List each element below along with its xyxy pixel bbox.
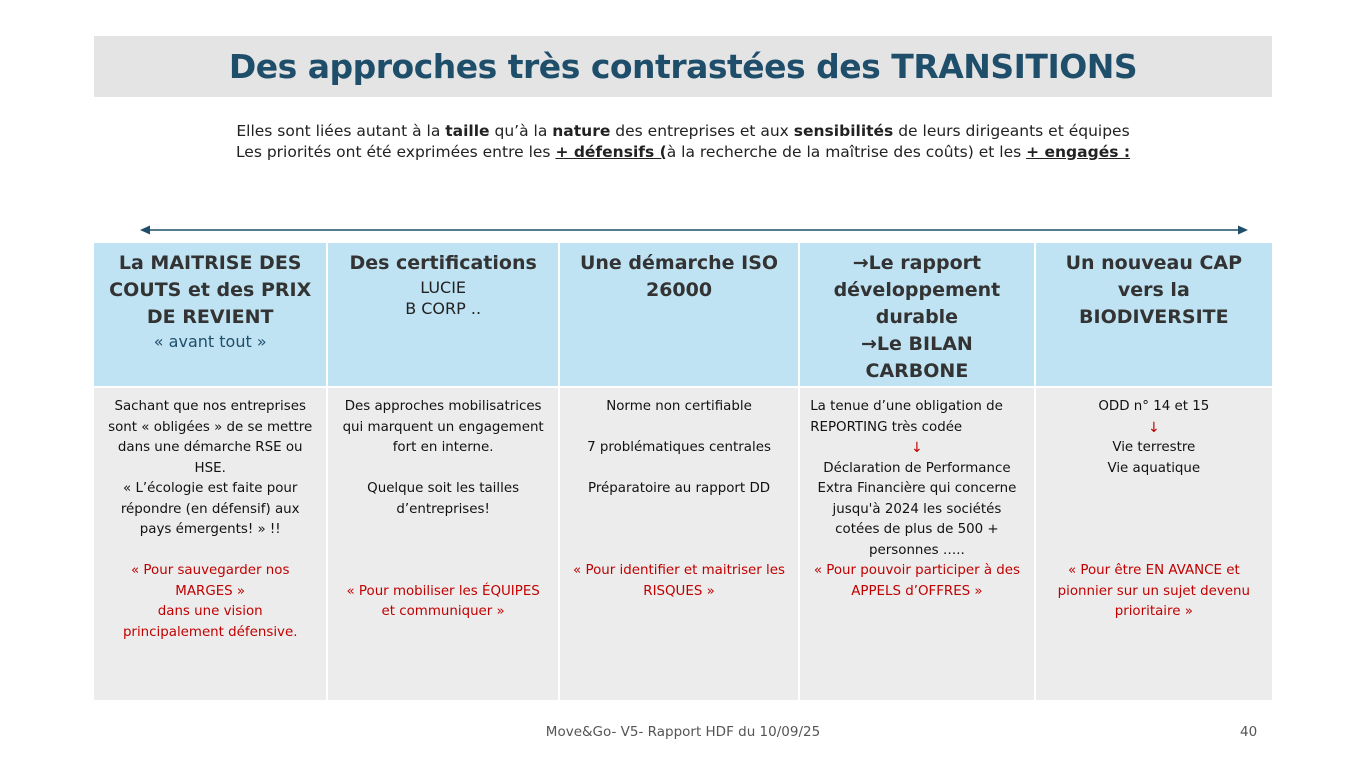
double-arrow-icon — [140, 223, 1248, 237]
column-certifications — [328, 243, 559, 700]
header-subline: LUCIE — [420, 278, 467, 297]
body-line: personnes ….. — [869, 542, 965, 558]
body-line: fort en interne. — [392, 440, 494, 455]
column-body — [800, 388, 1033, 700]
body-line: REPORTING très codée — [810, 419, 963, 435]
column-body — [560, 388, 798, 700]
goal-line: « Pour mobiliser les ÉQUIPES — [346, 583, 540, 599]
column-header — [328, 243, 557, 388]
arrow-down-icon: ↓ — [1147, 419, 1160, 436]
body-line: Des approches mobilisatrices — [344, 399, 542, 414]
subtitle-text: à la recherche de la maîtrise des coûts) et les — [666, 143, 1027, 161]
body-line: Vie aquatique — [1107, 460, 1201, 476]
body-line: pays émergents! » !! — [139, 522, 281, 537]
goal-line: prioritaire » — [1114, 604, 1193, 619]
goal-line: dans une vision — [157, 604, 263, 619]
header-line: durable — [875, 306, 959, 328]
column-header — [94, 243, 326, 388]
goal-line: pionnier sur un sujet devenu — [1057, 583, 1250, 599]
goal-line: et communiquer » — [381, 604, 505, 619]
subtitle-bold: sensibilités — [793, 122, 894, 140]
column-header — [1036, 243, 1272, 388]
subtitle — [94, 121, 1272, 163]
column-iso-26000 — [560, 243, 800, 700]
column-body — [328, 388, 557, 700]
arrow-down-icon: ↓ — [911, 440, 923, 456]
goal-line: « Pour identifier et maitriser les — [573, 563, 785, 578]
subtitle-line-2 — [94, 142, 1272, 163]
subtitle-text: Elles sont liées autant à la — [236, 122, 446, 140]
subtitle-defensifs: + défensifs ( — [555, 143, 667, 161]
subtitle-text: des entreprises et aux — [610, 122, 794, 140]
header-subline: « avant tout » — [153, 332, 267, 351]
column-biodiversite — [1036, 243, 1272, 700]
column-body — [94, 388, 326, 700]
body-line: d’entreprises! — [396, 501, 490, 517]
goal-line: APPELS d’OFFRES » — [851, 583, 983, 599]
body-line: sont « obligées » de se mettre — [108, 419, 313, 435]
header-subline: B CORP .. — [405, 299, 482, 318]
header-line: Une démarche ISO — [579, 252, 779, 274]
header-line: 26000 — [645, 279, 713, 301]
column-rapport-dd — [800, 243, 1035, 700]
header-line: La MAITRISE DES — [118, 252, 302, 274]
header-line: COUTS et des PRIX — [109, 279, 312, 301]
body-line: Déclaration de Performance — [823, 460, 1011, 476]
body-line: qui marquent un engagement — [342, 419, 544, 435]
body-line: Sachant que nos entreprises — [114, 399, 306, 414]
footer-text: Move&Go- V5- Rapport HDF du 10/09/25 — [545, 724, 821, 740]
goal-line: « Pour sauvegarder nos — [130, 563, 290, 578]
body-line: Norme non certifiable — [606, 399, 752, 414]
goal-line: RISQUES » — [643, 583, 715, 599]
goal-line: MARGES » — [175, 583, 246, 599]
subtitle-text: qu’à la — [489, 122, 553, 140]
body-line: La tenue d’une obligation de — [810, 399, 1003, 414]
header-line: →Le rapport — [852, 252, 982, 274]
body-line: Quelque soit les tailles — [367, 481, 520, 496]
header-line: développement — [833, 279, 1001, 301]
subtitle-bold: nature — [552, 122, 611, 140]
header-line: →Le BILAN — [861, 333, 973, 355]
column-header — [800, 243, 1033, 388]
column-header — [560, 243, 798, 388]
body-line: cotées de plus de 500 + — [835, 522, 999, 537]
body-line: Extra Financière qui concerne — [817, 481, 1017, 496]
body-line: jusqu'à 2024 les sociétés — [832, 501, 1002, 517]
header-line: BIODIVERSITE — [1079, 306, 1229, 328]
page-number: 40 — [1240, 724, 1258, 740]
page-title: Des approches très contrastées des TRANSITIONS — [228, 47, 1138, 86]
body-line: « L’écologie est faite pour — [123, 481, 298, 496]
header-line: CARBONE — [865, 360, 969, 382]
column-maitrise-couts — [94, 243, 328, 700]
subtitle-engages: + engagés : — [1026, 143, 1131, 161]
body-line: ODD n° 14 et 15 — [1098, 399, 1210, 414]
header-line: vers la — [1117, 279, 1190, 301]
body-line: dans une démarche RSE ou — [117, 440, 303, 455]
body-line: 7 problématiques centrales — [587, 440, 771, 455]
body-line: Préparatoire au rapport DD — [588, 481, 771, 496]
body-line: HSE. — [194, 460, 226, 476]
subtitle-line-1 — [94, 121, 1272, 142]
header-line: Un nouveau CAP — [1065, 252, 1243, 274]
subtitle-text: Les priorités ont été exprimées entre les — [235, 143, 556, 161]
goal-line: « Pour être EN AVANCE et — [1067, 563, 1240, 578]
column-body — [1036, 388, 1272, 700]
body-line: Vie terrestre — [1112, 440, 1196, 455]
goal-line: « Pour pouvoir participer à des — [813, 563, 1021, 578]
header-line: Des certifications — [349, 252, 537, 274]
body-line: répondre (en défensif) aux — [120, 501, 300, 517]
title-bar — [94, 36, 1272, 97]
subtitle-text: de leurs dirigeants et équipes — [893, 122, 1130, 140]
header-line: DE REVIENT — [146, 306, 274, 328]
goal-line: principalement défensive. — [122, 624, 298, 640]
subtitle-bold: taille — [445, 122, 490, 140]
comparison-table — [94, 243, 1272, 700]
